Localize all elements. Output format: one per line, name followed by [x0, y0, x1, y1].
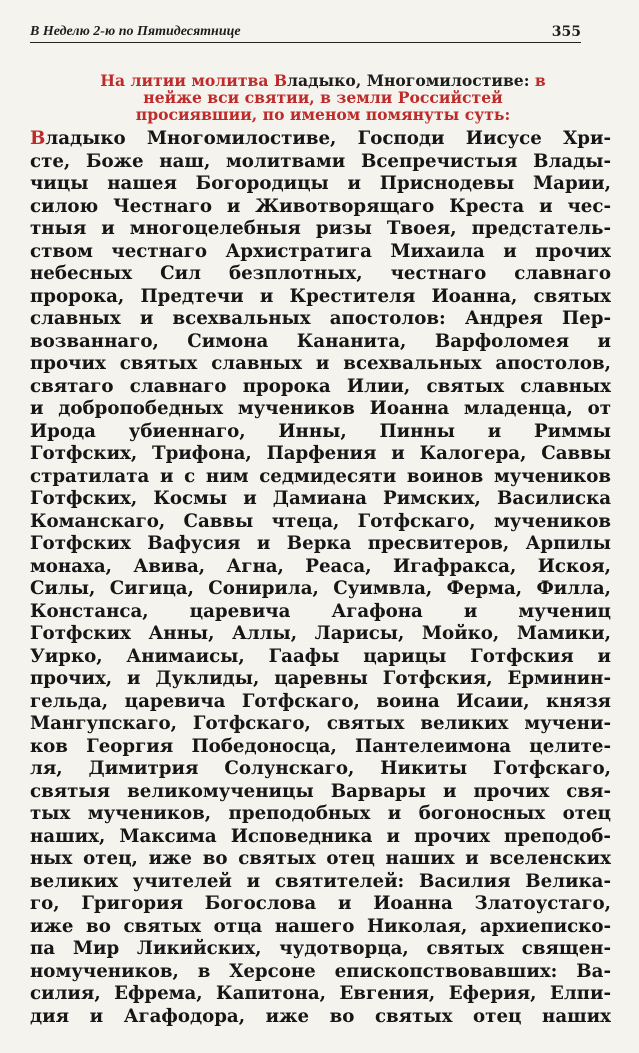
prayer-line: дия и Агафодора, иже во святых отец наших [30, 1005, 611, 1027]
prayer-line: ля, Димитрия Солунскаго, Никиты Готфскаго, [30, 758, 611, 779]
prayer-line: ков Георгия Победоносца, Пантелеимона целите- [30, 735, 611, 757]
page-number: 355 [551, 24, 581, 40]
prayer-line: силия, Ефрема, Капитона, Евгения, Еферия, Елпи- [30, 983, 611, 1004]
prayer-line: номучеников, в Херсоне епископствовавших: Ва- [30, 960, 611, 982]
rubric-incipit: ладыко, Многомилостиве: [287, 71, 530, 90]
prayer-line: тых мучеников, преподобных и богоносных отец [30, 803, 611, 824]
prayer-line: и добропобедных мучеников Иоанна младенца, от [30, 398, 611, 419]
prayer-line: гельда, царевича Готфскаго, воина Исаии, князя [30, 690, 611, 712]
prayer-line: небесных Сил безплотных, честнаго славнаго [30, 263, 611, 284]
prayer-line: великих учителей и святителей: Василия Велика- [30, 870, 611, 892]
prayer-line: Готфских, Космы и Дамиана Римских, Василиска [30, 488, 611, 509]
prayer-line: чицы нашея Богородицы и Приснодевы Марии, [30, 173, 611, 194]
prayer-line: прочих, и Дуклиды, царевны Готфския, Ерминин- [30, 668, 611, 689]
prayer-line: пророка, Предтечи и Крестителя Иоанна, святых [30, 285, 611, 307]
prayer-line: наших, Максима Исповедника и прочих преподоб- [30, 825, 611, 847]
prayer-line: Ирода убиеннаго, Инны, Пинны и Риммы [30, 420, 611, 442]
prayer-line: па Мир Ликийских, чудотворца, святых священ- [30, 938, 611, 959]
prayer-line: славных и всехвальных апостолов: Андрея Пер- [30, 308, 611, 329]
prayer-line: ством честнаго Архистратига Михаила и прочих [30, 240, 611, 262]
prayer-line: Силы, Сигица, Сонирила, Суимвла, Ферма, Филла, [30, 578, 611, 599]
prayer-line: ных отец, иже во святых отец наших и вселенских [30, 848, 611, 869]
prayer-line: прочих святых славных и всехвальных апостолов, [30, 353, 611, 374]
prayer-line: стратилата и с ним седмидесяти воинов мучеников [30, 465, 611, 487]
prayer-line: силою Честнаго и Животворящаго Креста и чес- [30, 195, 611, 217]
rubric-line-1 [40, 72, 606, 89]
prayer-line: монаха, Авива, Агна, Реаса, Игафракса, Искоя, [30, 555, 611, 577]
rubric-line-2: нейже вси святии, в земли Российстей [143, 88, 503, 107]
prayer-line: тныя и многоцелебныя ризы Твоея, предстатель- [30, 218, 611, 239]
rubric-instruction [40, 72, 606, 123]
prayer-line: Констанса, царевича Агафона и мучениц [30, 600, 611, 622]
rubric-red-text: На литии молитва В [100, 71, 288, 90]
prayer-line: святыя великомученицы Варвары и прочих свя- [30, 780, 611, 802]
rubric-red-text-2: в [529, 71, 546, 90]
prayer-line: Готфских, Трифона, Парфения и Калогера, Саввы [30, 443, 611, 464]
prayer-line: Готфских Анны, Аллы, Ларисы, Мойко, Мамики, [30, 623, 611, 644]
prayer-line [30, 128, 611, 151]
prayer-line: иже во святых отца нашего Николая, архиеписко- [30, 915, 611, 937]
prayer-line: Команскаго, Саввы чтеца, Готфскаго, мучеников [30, 510, 611, 532]
running-header [30, 20, 581, 43]
prayer-line: Уирко, Анимаисы, Гаафы царицы Готфския и [30, 645, 611, 667]
prayer-line-text: ладыко Многомилостиве, Господи Иисусе Хри- [45, 128, 611, 149]
prayer-text [30, 128, 611, 1028]
prayer-line: Готфских Вафусия и Верка пресвитеров, Арпилы [30, 533, 611, 554]
rubric-line-3: просиявшии, по именом помянуты суть: [135, 105, 511, 124]
prayer-line: го, Григория Богослова и Иоанна Златоустаго, [30, 893, 611, 914]
prayer-line: Мангупскаго, Готфскаго, святых великих мучени- [30, 713, 611, 734]
prayer-line: святаго славнаго пророка Илии, святых славных [30, 375, 611, 397]
prayer-line: возваннаго, Симона Кананита, Варфоломея и [30, 330, 611, 352]
running-title: В Неделю 2-ю по Пятидесятнице [30, 24, 241, 39]
prayer-line: сте, Боже наш, молитвами Всепречистыя Влады- [30, 150, 611, 172]
drop-initial: В [30, 128, 46, 149]
